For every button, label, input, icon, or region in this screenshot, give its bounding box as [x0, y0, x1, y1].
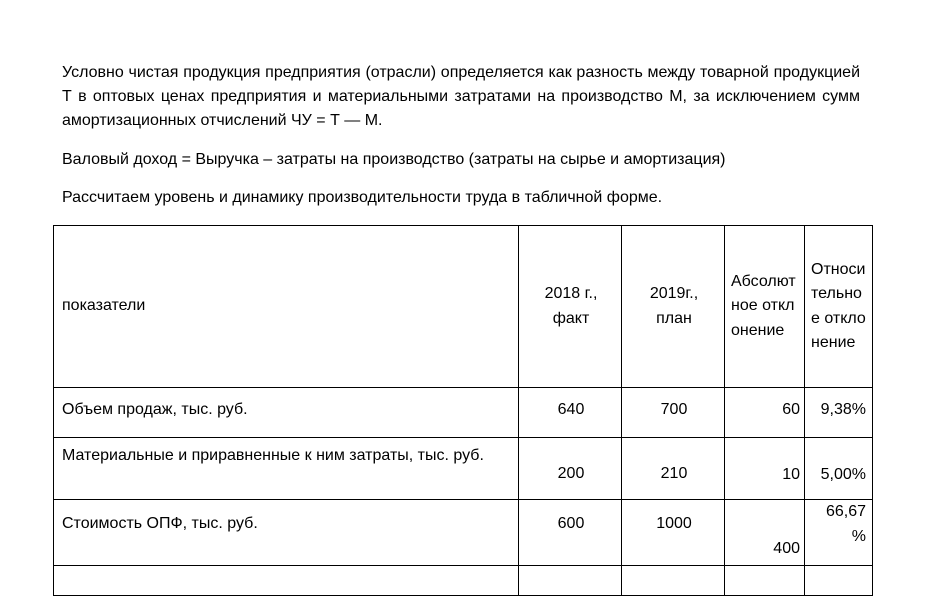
header-absolute-deviation: Абсолютное отклонение [725, 226, 805, 388]
row-2018-value [519, 566, 622, 596]
row-relative-deviation: 66,67 % [805, 500, 873, 566]
row-2018-value: 200 [519, 438, 622, 500]
header-indicators: показатели [54, 226, 519, 388]
table-row [54, 438, 873, 500]
row-2019-value: 700 [622, 388, 725, 438]
row-2019-value: 1000 [622, 500, 725, 566]
row-relative-deviation: 9,38% [805, 388, 873, 438]
row-name: Объем продаж, тыс. руб. [54, 388, 519, 438]
row-2019-value: 210 [622, 438, 725, 500]
row-name [54, 566, 519, 596]
row-name: Материальные и приравненные к ним затраты, тыс. руб. [54, 438, 519, 500]
row-2019-value [622, 566, 725, 596]
row-absolute-deviation: 10 [725, 438, 805, 500]
row-2018-value: 600 [519, 500, 622, 566]
row-absolute-deviation: 400 [725, 500, 805, 566]
table-header-row [54, 226, 873, 388]
row-2018-value: 640 [519, 388, 622, 438]
row-name: Стоимость ОПФ, тыс. руб. [54, 500, 519, 566]
table-row-partial [54, 566, 873, 596]
header-2019-plan: 2019г., план [622, 226, 725, 388]
gross-income-paragraph: Валовый доход = Выручка – затраты на производство (затраты на сырье и амортизация) [62, 151, 726, 168]
intro-paragraph: Условно чистая продукция предприятия (отрасли) определяется как разность между товарной продукцией Т в оптовых ценах предприятия и материальными затратами на производство М, за исключением сумм амортизационных отчислений ЧУ = Т — М. [62, 64, 860, 129]
row-absolute-deviation [725, 566, 805, 596]
table-row [54, 388, 873, 438]
header-2018-fact: 2018 г., факт [519, 226, 622, 388]
header-relative-deviation: Относительное отклонение [805, 226, 873, 388]
row-relative-deviation: 5,00% [805, 438, 873, 500]
row-absolute-deviation: 60 [725, 388, 805, 438]
productivity-table [53, 225, 873, 596]
table-row [54, 500, 873, 566]
calculation-intro-paragraph: Рассчитаем уровень и динамику производительности труда в табличной форме. [62, 189, 663, 206]
row-relative-deviation [805, 566, 873, 596]
